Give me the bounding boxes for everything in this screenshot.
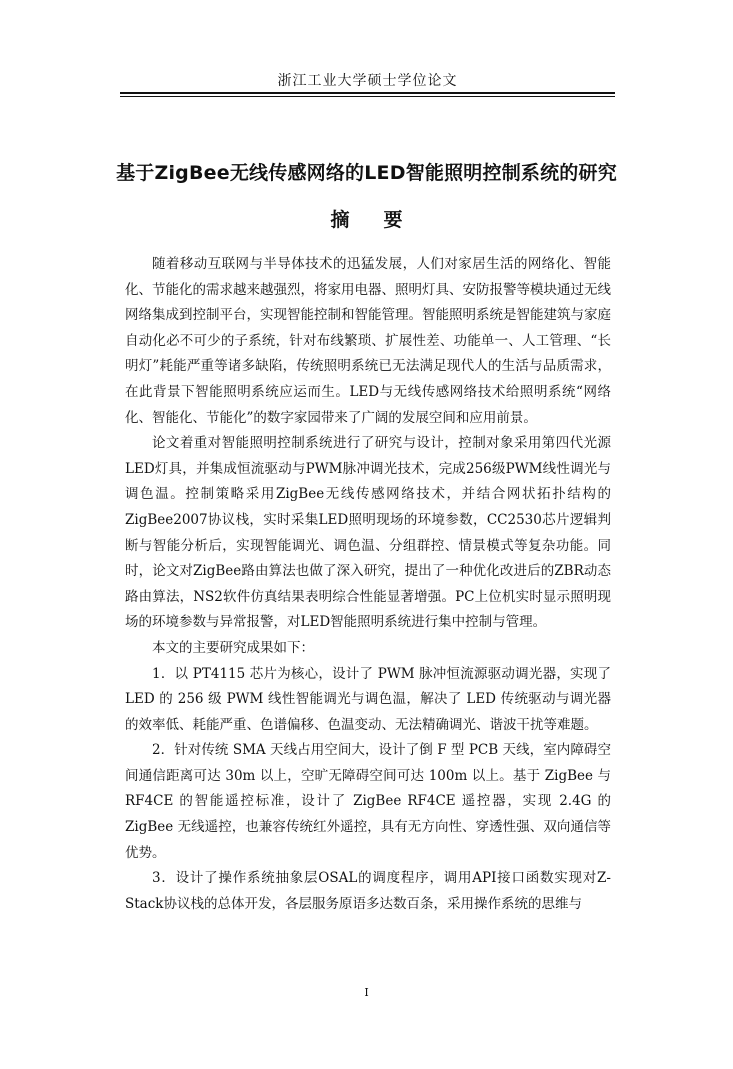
abstract-paragraph: 1．以 PT4115 芯片为核心，设计了 PWM 脉冲恒流源驱动调光器，实现了 LED 的 256 级 PWM 线性智能调光与调色温，解决了 LED 传统驱动与调光器的效率低、耗能严重、色谱偏移、色温变动、无法精确调光、谐波干扰等难题。 [125,665,611,733]
abstract-paragraph: 论文着重对智能照明控制系统进行了研究与设计，控制对象采用第四代光源LED灯具，并集成恒流驱动与PWM脉冲调光技术，完成256级PWM线性调光与调色温。控制策略采用ZigBee无线传感网络技术，并结合网状拓扑结构的ZigBee2007协议栈，实时采集LED照明现场的环境参数，CC2530芯片逻辑判断与智能分析后，实现智能调光、调色温、分组群控、情景模式等复杂功能。同时，论文对ZigBee路由算法也做了深入研究，提出了一种优化改进后的ZBR动态路由算法，NS2软件仿真结果表明综合性能显著增强。PC上位机实时显示照明现场的环境参数与异常报警，对LED智能照明系统进行集中控制与管理。 [125,435,611,631]
abstract-paragraph: 本文的主要研究成果如下： [152,639,314,656]
abstract-paragraph: 随着移动互联网与半导体技术的迅猛发展，人们对家居生活的网络化、智能化、节能化的需求越来越强烈，将家用电器、照明灯具、安防报警等模块通过无线网络集成到控制平台，实现智能控制和智能管理。智能照明系统是智能建筑与家庭自动化必不可少的子系统，针对布线繁琐、扩展性差、功能单一、人工管理、“长明灯”耗能严重等诸多缺陷，传统照明系统已无法满足现代人的生活与品质需求，在此背景下智能照明系统应运而生。LED与无线传感网络技术给照明系统“网络化、智能化、节能化”的数字家园带来了广阔的发展空间和应用前景。 [125,256,611,426]
header-rule-thick [120,92,615,94]
abstract-paragraph: 3．设计了操作系统抽象层OSAL的调度程序，调用API接口函数实现对Z-Stack协议栈的总体开发，各层服务原语多达数百条，采用操作系统的思维与 [125,870,611,912]
abstract-body [125,252,611,917]
abstract-paragraph: 2．针对传统 SMA 天线占用空间大，设计了倒 F 型 PCB 天线，室内障碍空间通信距离可达 30m 以上，空旷无障碍空间可达 100m 以上。基于 ZigBee 与 RF4CE 的智能遥控标准，设计了 ZigBee RF4CE 遥控器，实现 2.4G 的 ZigBee 无线遥控，也兼容传统红外遥控，具有无方向性、穿透性强、双向通信等优势。 [125,742,611,861]
abstract-heading: 摘要 [330,209,437,231]
header-rule-thin [120,96,615,97]
running-header: 浙江工业大学硕士学位论文 [277,73,458,89]
thesis-title: 基于ZigBee无线传感网络的LED智能照明控制系统的研究 [116,162,617,184]
page-number: I [364,986,369,999]
